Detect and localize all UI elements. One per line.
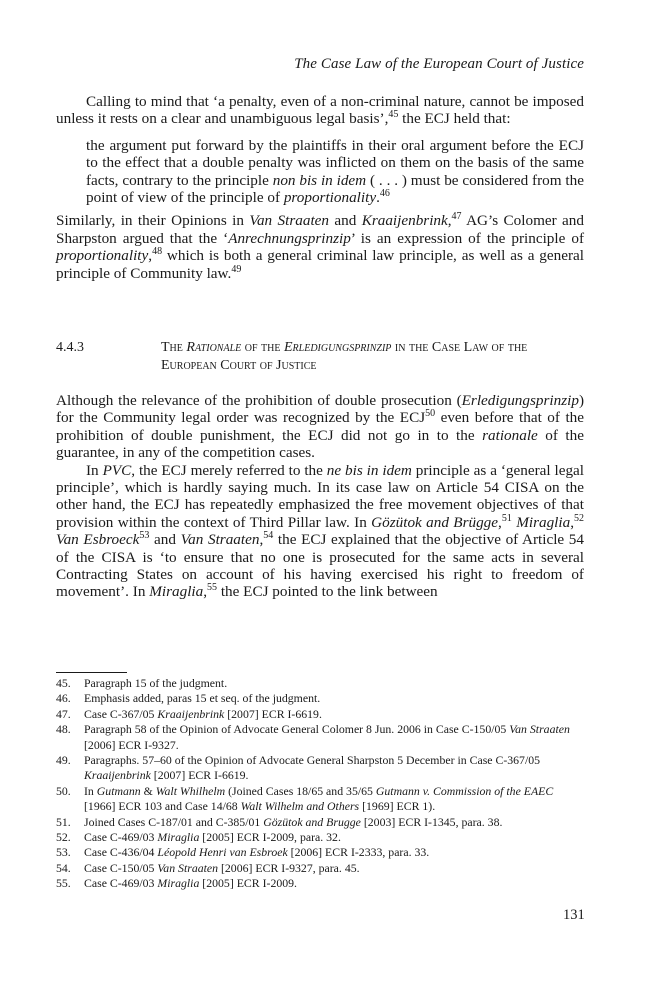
case-name: Léopold Henri van Esbroek — [157, 845, 288, 860]
footnote-text — [84, 707, 584, 722]
text-run: [2005] ECR I-2009. — [199, 876, 298, 891]
text-run: [2006] ECR I-9327, para. 45. — [218, 860, 360, 875]
case-name: Van Straaten — [509, 722, 570, 737]
italic-term: ne bis in idem — [326, 461, 412, 479]
case-name: Miraglia — [516, 513, 571, 531]
paragraph-although — [56, 392, 584, 462]
section-title — [161, 339, 581, 374]
case-name: Kraaijenbrink — [157, 706, 225, 721]
footnote-number: 45. — [56, 676, 71, 690]
text-run: (Joined Cases 18/65 and 35/65 — [225, 783, 376, 798]
case-name: Miraglia — [157, 830, 200, 845]
text-run: [2006] ECR I-9327. — [84, 737, 179, 752]
text-run: [2003] ECR I-1345, para. 38. — [360, 814, 503, 829]
footnote-text — [84, 676, 584, 691]
text-run: Although the relevance of the prohibition of double prosecution ( — [56, 392, 462, 409]
title-italic: Rationale — [186, 340, 242, 355]
footnote-ref[interactable]: 52 — [574, 512, 585, 524]
running-head: The Case Law of the European Court of Justice — [294, 56, 584, 72]
text-run: , the ECJ merely referred to the — [131, 461, 327, 479]
footnote-number: 51. — [56, 814, 71, 829]
footnote-item — [56, 815, 584, 830]
footnote-text — [84, 845, 584, 860]
text-run: Joined Cases C-187/01 and C-385/01 — [84, 814, 264, 829]
text-run: which is both a general criminal law principle, as well as a general principle of Community law. — [56, 247, 584, 282]
footnote-ref[interactable]: 54 — [263, 530, 274, 542]
title-run: in the Case Law of the European Court of Justice — [161, 340, 528, 373]
text-run: & — [140, 783, 156, 798]
text-run: Similarly, in their Opinions in — [56, 212, 250, 230]
case-name: Miraglia — [157, 876, 200, 891]
text-run: Case C-436/04 — [84, 845, 158, 860]
footnote-text — [84, 784, 584, 815]
footnote-item — [56, 861, 584, 876]
text-run: , — [498, 513, 502, 531]
text-run: Paragraphs. 57–60 of the Opinion of Advocate General Sharpston 5 December in Case C-367/05 — [84, 753, 541, 768]
footnote-number: 47. — [56, 706, 71, 721]
footnotes — [56, 676, 584, 892]
italic-term: non bis in idem — [272, 171, 367, 189]
text-run: ’ is an expression of the principle of — [350, 229, 584, 247]
case-name: Gutmann v. Commission of the EAEC — [375, 783, 554, 798]
footnote-text — [84, 722, 584, 753]
text-run: , — [148, 247, 153, 265]
footnote-number: 48. — [56, 722, 71, 737]
text-run: [1966] ECR 103 and Case 14/68 — [84, 799, 241, 814]
main-text-section — [56, 392, 584, 601]
footnote-item — [56, 830, 584, 845]
text-run: the ECJ pointed to the link between — [217, 583, 438, 601]
footnote-item — [56, 876, 584, 891]
case-name: Gözütok and Brugge — [263, 814, 361, 829]
text-run: Case C-367/05 — [84, 706, 158, 721]
footnote-ref[interactable]: 50 — [425, 408, 436, 420]
case-name: PVC — [102, 461, 132, 479]
footnote-number: 46. — [56, 691, 71, 706]
footnote-number: 50. — [56, 783, 71, 798]
text-run: Calling to mind that ‘a penalty, even of a non-criminal nature, cannot be imposed unless it rests on a clear and unambiguous legal basis’, — [56, 93, 584, 128]
text-run: of the guarantee, in any of the competition cases. — [56, 426, 584, 462]
case-name: Miraglia — [149, 583, 204, 601]
footnote-number: 52. — [56, 830, 71, 845]
main-text-top — [56, 93, 584, 282]
text-run: Case C-469/03 — [84, 830, 158, 845]
italic-term: proportionality — [283, 189, 377, 207]
footnote-text — [84, 830, 584, 845]
case-name: Walt Whilhelm — [155, 783, 226, 798]
footnote-item — [56, 691, 584, 706]
footnote-number: 55. — [56, 876, 71, 891]
footnote-ref[interactable]: 48 — [152, 246, 163, 258]
text-run: Case C-469/03 — [84, 876, 158, 891]
case-name: Kraaijenbrink — [361, 212, 448, 230]
text-run: AG’s Colomer and Sharpston argued that the ‘ — [56, 212, 584, 247]
text-run: , — [447, 212, 452, 230]
title-italic: Erledigungsprinzip — [283, 340, 392, 355]
title-run: The — [161, 340, 187, 355]
footnote-item — [56, 753, 584, 784]
italic-term: Erledigungsprinzip — [461, 392, 579, 409]
text-run: the ECJ held that: — [398, 110, 511, 128]
case-name: Gutmann — [96, 783, 141, 798]
case-name: Van Straaten — [157, 860, 219, 875]
paragraph-intro — [56, 93, 584, 128]
text-run: [2007] ECR I-6619. — [224, 706, 322, 721]
block-quote — [56, 137, 584, 207]
italic-term: rationale — [482, 426, 538, 444]
page-number: 131 — [563, 907, 585, 923]
text-run: Case C-150/05 — [84, 860, 158, 875]
text-run: Emphasis added, paras 15 et seq. of the judgment. — [84, 691, 321, 706]
case-name: Van Straaten — [249, 212, 329, 230]
footnote-text — [84, 876, 584, 891]
footnote-text — [84, 691, 584, 706]
text-run: and — [329, 212, 362, 230]
case-name: Gözütok and Brügge — [371, 513, 499, 531]
paragraph-similarly — [56, 212, 584, 282]
italic-term: proportionality — [56, 247, 149, 265]
footnote-number: 49. — [56, 753, 71, 768]
footnote-number: 53. — [56, 845, 71, 860]
footnote-divider — [56, 672, 127, 673]
paragraph-pvc — [56, 462, 584, 601]
footnote-item — [56, 722, 584, 753]
text-run: . — [376, 189, 380, 207]
text-run: In — [84, 783, 97, 798]
text-run: , — [259, 531, 264, 549]
footnote-item — [56, 784, 584, 815]
text-run: [2006] ECR I-2333, para. 33. — [287, 845, 430, 860]
footnote-ref[interactable]: 45 — [388, 109, 399, 121]
text-run: , — [203, 583, 208, 601]
footnote-text — [84, 861, 584, 876]
text-run: even before that of the prohibition of double punishment, the ECJ did not go in to the — [56, 409, 584, 444]
title-run: of the — [241, 340, 284, 355]
text-run: and — [149, 531, 181, 549]
case-name: Van Straaten — [180, 531, 260, 549]
footnote-ref[interactable]: 49 — [231, 263, 242, 275]
footnote-ref[interactable]: 55 — [207, 582, 218, 594]
footnote-ref[interactable]: 46 — [379, 188, 390, 200]
footnote-ref[interactable]: 53 — [139, 530, 150, 542]
case-name: Van Esbroeck — [56, 531, 140, 549]
italic-term: Anrechnungsprinzip — [228, 229, 351, 247]
footnote-number: 54. — [56, 860, 71, 875]
text-run: ( . . . ) must be considered from the point of view of the principle of — [86, 171, 584, 207]
text-run: Paragraph 15 of the judgment. — [84, 676, 228, 690]
text-run: the ECJ explained that the objective of Article 54 of the CISA is ‘to ensure that no one is prosecuted for the same acts in several Contracting States on account of his having exercised his right to freedom of movement’. In — [56, 531, 584, 601]
text-run: [2007] ECR I-6619. — [150, 768, 249, 783]
text-run: ) for the Community legal order was recognized by the ECJ — [56, 392, 584, 427]
footnote-item — [56, 845, 584, 860]
text-run: , — [570, 513, 575, 531]
text-run: [2005] ECR I-2009, para. 32. — [199, 830, 341, 845]
text-run: the argument put forward by the plaintiffs in their oral argument before the ECJ to the effect that a double penalty was inflicted on them on the basis of the same facts, contrary to the principle — [86, 136, 584, 189]
case-name: Walt Wilhelm and Others — [240, 799, 360, 814]
footnote-ref[interactable]: 47 — [451, 211, 462, 223]
text-run: In — [86, 461, 103, 479]
text-run: [1969] ECR 1). — [359, 799, 436, 814]
text-run: principle as a ‘general legal principle’, which is hardly saying much. In its case law on Article 54 CISA on the other hand, the ECJ has repeatedly emphasized the free movement objectives of that provision within the context of Third Pillar law. In — [56, 461, 584, 531]
section-number: 4.4.3 — [56, 340, 84, 355]
footnote-item — [56, 676, 584, 691]
footnote-ref[interactable]: 51 — [501, 512, 512, 524]
footnote-item — [56, 707, 584, 722]
case-name: Kraaijenbrink — [84, 768, 151, 783]
footnote-text — [84, 815, 584, 830]
text-run: Paragraph 58 of the Opinion of Advocate General Colomer 8 Jun. 2006 in Case C-150/05 — [84, 722, 510, 737]
footnote-text — [84, 753, 584, 784]
